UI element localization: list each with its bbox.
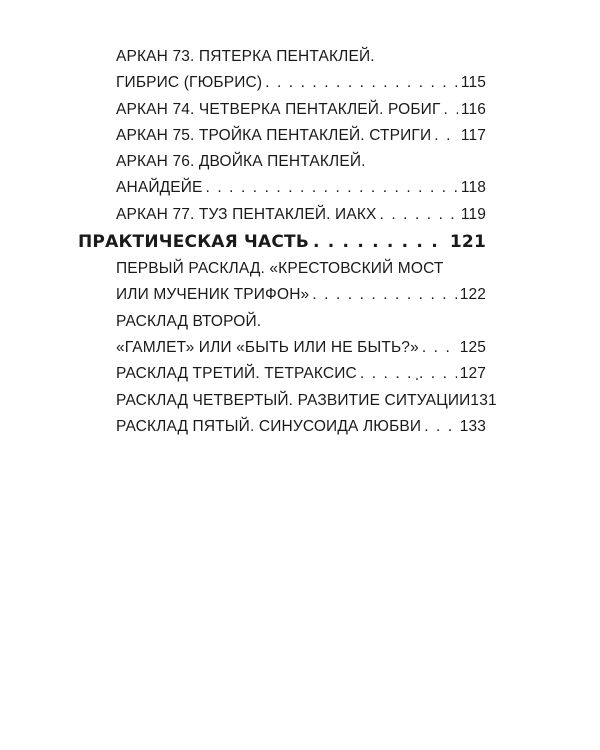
toc-entry <box>78 309 486 362</box>
dot-leader <box>265 70 458 96</box>
toc-entry-title: АРКАН 74. ЧЕТВЕРКА ПЕНТАКЛЕЙ. РОБИГ <box>116 100 441 118</box>
dot-leader <box>422 335 457 361</box>
toc-entry-title: РАСКЛАД ПЯТЫЙ. СИНУСОИДА ЛЮБВИ <box>116 417 422 435</box>
dot-leader <box>434 123 458 149</box>
toc-page-number: 133 <box>459 417 486 435</box>
toc-page-number: 119 <box>460 205 486 223</box>
toc-entry-title: АНАЙДЕЙЕ <box>116 179 203 197</box>
toc-entry <box>78 414 486 440</box>
toc-entry-title: АРКАН 77. ТУЗ ПЕНТАКЛЕЙ. ИАКХ <box>116 205 377 223</box>
dot-leader <box>444 97 458 123</box>
toc-entry <box>78 149 486 202</box>
toc-entry <box>78 44 486 97</box>
toc-entry-title: ИЛИ МУЧЕНИК ТРИФОН» <box>116 286 310 304</box>
dot-leader <box>206 175 458 201</box>
toc-entry-title: РАСКЛАД ВТОРОЙ. <box>116 312 262 330</box>
toc-page-number: 118 <box>460 179 486 197</box>
toc-page-number: 116 <box>460 100 486 118</box>
toc-entry-title: ПЕРВЫЙ РАСКЛАД. «КРЕСТОВСКИЙ МОСТ <box>116 260 444 278</box>
dot-leader <box>313 228 446 256</box>
toc-entry-title: РАСКЛАД ТРЕТИЙ. ТЕТРАКСИС <box>116 365 357 383</box>
toc-page-number: 131 <box>470 391 497 409</box>
toc-page-number: 125 <box>459 338 486 356</box>
toc-entry-title: РАСКЛАД ЧЕТВЕРТЫЙ. РАЗВИТИЕ СИТУАЦИИ <box>116 391 471 409</box>
dot-leader <box>312 282 456 308</box>
toc-page-number: 117 <box>460 126 486 144</box>
toc-entry-title: АРКАН 75. ТРОЙКА ПЕНТАКЛЕЙ. СТРИГИ <box>116 126 432 144</box>
toc-entry <box>78 123 486 149</box>
section-title: ПРАКТИЧЕСКАЯ ЧАСТЬ <box>78 232 309 253</box>
print-speck <box>416 378 418 380</box>
toc-section-heading <box>78 228 486 256</box>
toc-entry-title: «ГАМЛЕТ» ИЛИ «БЫТЬ ИЛИ НЕ БЫТЬ?» <box>116 338 419 356</box>
dot-leader <box>424 414 457 440</box>
toc-entry <box>78 361 486 387</box>
toc-page-number: 122 <box>459 286 486 304</box>
dot-leader <box>360 361 457 387</box>
toc-entry <box>78 388 497 414</box>
section-page-number: 121 <box>449 232 486 253</box>
toc-entry-title: АРКАН 76. ДВОЙКА ПЕНТАКЛЕЙ. <box>116 153 366 171</box>
dot-leader <box>380 202 458 228</box>
table-of-contents <box>78 44 497 440</box>
toc-page-number: 127 <box>459 365 486 383</box>
toc-page-number: 115 <box>460 74 486 92</box>
toc-entry <box>78 202 486 228</box>
toc-entry-title: АРКАН 73. ПЯТЕРКА ПЕНТАКЛЕЙ. <box>116 48 375 65</box>
toc-entry <box>78 97 486 123</box>
toc-entry <box>78 256 486 309</box>
toc-entry-title: ГИБРИС (ГЮБРИС) <box>116 74 263 92</box>
